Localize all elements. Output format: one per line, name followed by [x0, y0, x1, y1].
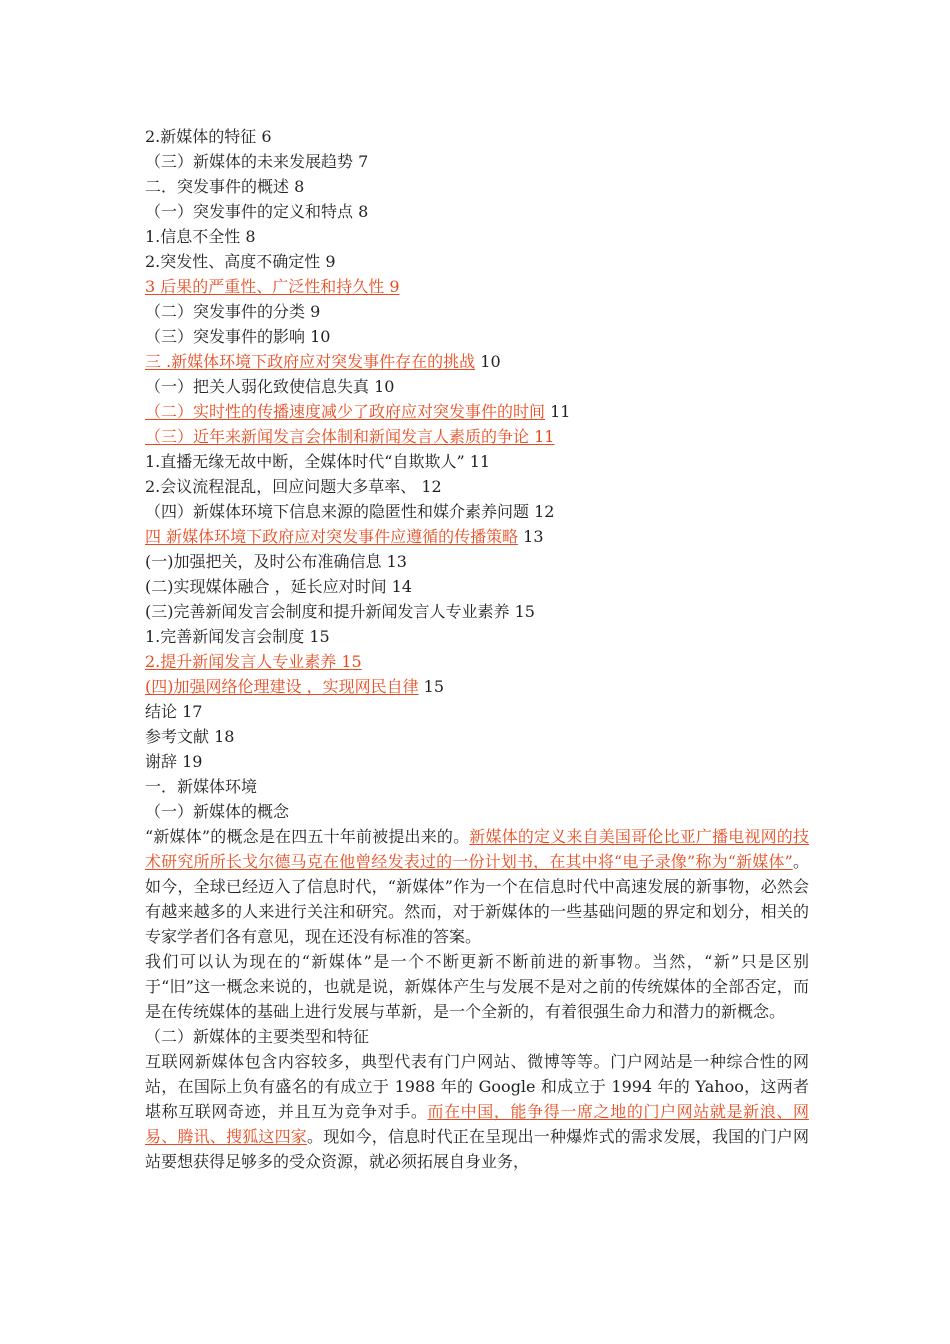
toc-text: 二．突发事件的概述 8	[145, 177, 305, 196]
paragraph-text: “新媒体”的概念是在四五十年前被提出来的。	[145, 827, 470, 846]
paragraph-text: 互联网新媒体包含内容较多，典型代表有门户网站、微博等等。门户网站是一种综合性的网站，在国际上负有盛名的有成立于 1988 年的 Google 和成立于 1994 年的 Yahoo，这两者堪称互联网奇迹，并且互为竞争对手。	[145, 1052, 809, 1121]
toc-text: 1.信息不全性 8	[145, 227, 256, 246]
toc-text: 结论 17	[145, 702, 203, 721]
toc-text: （三）突发事件的影响 10	[145, 327, 331, 346]
toc-text: (二)实现媒体融合 ，延长应对时间 14	[145, 577, 413, 596]
toc-text: 谢辞 19	[145, 752, 203, 771]
toc-line	[145, 549, 809, 574]
toc-text: 1.直播无缘无故中断，全媒体时代“自欺欺人” 11	[145, 452, 491, 471]
toc-text: （三）新媒体的未来发展趋势 7	[145, 152, 369, 171]
heading-text: 一．新媒体环境	[145, 777, 258, 796]
toc-line	[145, 699, 809, 724]
toc-line	[145, 424, 809, 449]
toc-line	[145, 249, 809, 274]
paragraph-new-media-definition	[145, 949, 809, 1024]
toc-line	[145, 199, 809, 224]
section-heading	[145, 774, 809, 799]
toc-text: （二）突发事件的分类 9	[145, 302, 321, 321]
toc-link[interactable]: 3 后果的严重性、广泛性和持久性 9	[145, 277, 400, 296]
toc-line	[145, 624, 809, 649]
heading-text: （一）新媒体的概念	[145, 802, 290, 821]
toc-text: 参考文献 18	[145, 727, 235, 746]
paragraph-link[interactable]: 新媒体的定义来自美国哥伦比亚广播电视网的技术研究所所长戈尔德马克在他曾经发表过的一份计划书，在其中将“电子录像”称为“新媒体”	[145, 827, 809, 871]
document-page	[145, 124, 809, 1174]
toc-line	[145, 274, 809, 299]
toc-line	[145, 399, 809, 424]
toc-line	[145, 124, 809, 149]
toc-link[interactable]: 四 新媒体环境下政府应对突发事件应遵循的传播策略	[145, 527, 519, 546]
toc-link[interactable]: 2.提升新闻发言人专业素养 15	[145, 652, 362, 671]
toc-line	[145, 574, 809, 599]
paragraph-new-media-concept	[145, 824, 809, 949]
toc-text: 11	[545, 402, 571, 421]
toc-line	[145, 599, 809, 624]
toc-line	[145, 499, 809, 524]
toc-line	[145, 524, 809, 549]
toc-text: (三)完善新闻发言会制度和提升新闻发言人专业素养 15	[145, 602, 535, 621]
toc-link[interactable]: 三 .新媒体环境下政府应对突发事件存在的挑战	[145, 352, 476, 371]
subsection-heading	[145, 1024, 809, 1049]
heading-text: （二）新媒体的主要类型和特征	[145, 1027, 370, 1046]
toc-line	[145, 174, 809, 199]
toc-line	[145, 674, 809, 699]
toc-text: 1.完善新闻发言会制度 15	[145, 627, 330, 646]
toc-link[interactable]: (四)加强网络伦理建设 ，实现网民自律	[145, 677, 419, 696]
toc-text: 2.突发性、高度不确定性 9	[145, 252, 336, 271]
toc-line	[145, 224, 809, 249]
toc-link[interactable]: （二）实时性的传播速度减少了政府应对突发事件的时间	[145, 402, 546, 421]
paragraph-text: 。如今，全球已经迈入了信息时代，“新媒体”作为一个在信息时代中高速发展的新事物，必然会有越来越多的人来进行关注和研究。然而，对于新媒体的一些基础问题的界定和划分，相关的专家学者们各有意见，现在还没有标准的答案。	[145, 852, 809, 946]
toc-text: (一)加强把关，及时公布准确信息 13	[145, 552, 407, 571]
toc-line	[145, 649, 809, 674]
paragraph-text: 。现如今，信息时代正在呈现出一种爆炸式的需求发展，我国的门户网站要想获得足够多的受众资源，就必须拓展自身业务，	[145, 1127, 809, 1171]
subsection-heading	[145, 799, 809, 824]
toc-text: （四）新媒体环境下信息来源的隐匿性和媒介素养问题 12	[145, 502, 555, 521]
toc-text: 15	[418, 677, 445, 696]
toc-link[interactable]: （三）近年来新闻发言会体制和新闻发言人素质的争论 11	[145, 427, 555, 446]
toc-line	[145, 374, 809, 399]
paragraph-portal-sites	[145, 1049, 809, 1174]
toc-line	[145, 474, 809, 499]
toc-line	[145, 749, 809, 774]
toc-text: 10	[475, 352, 501, 371]
toc-text: 13	[518, 527, 544, 546]
toc-line	[145, 724, 809, 749]
paragraph-text: 我们可以认为现在的“新媒体”是一个不断更新不断前进的新事物。当然，“新”只是区别于“旧”这一概念来说的，也就是说，新媒体产生与发展不是对之前的传统媒体的全部否定，而是在传统媒体的基础上进行发展与革新，是一个全新的，有着很强生命力和潜力的新概念。	[145, 952, 809, 1021]
paragraph-link[interactable]: 而在中国，能争得一席之地的门户网站就是新浪、网易、腾讯、搜狐这四家	[145, 1102, 809, 1146]
toc-text: （一）突发事件的定义和特点 8	[145, 202, 369, 221]
toc-line	[145, 149, 809, 174]
toc-text: 2.会议流程混乱，回应问题大多草率、 12	[145, 477, 442, 496]
toc-line	[145, 299, 809, 324]
toc-text: 2.新媒体的特征 6	[145, 127, 272, 146]
toc-line	[145, 324, 809, 349]
toc-text: （一）把关人弱化致使信息失真 10	[145, 377, 395, 396]
toc-line	[145, 349, 809, 374]
toc-line	[145, 449, 809, 474]
